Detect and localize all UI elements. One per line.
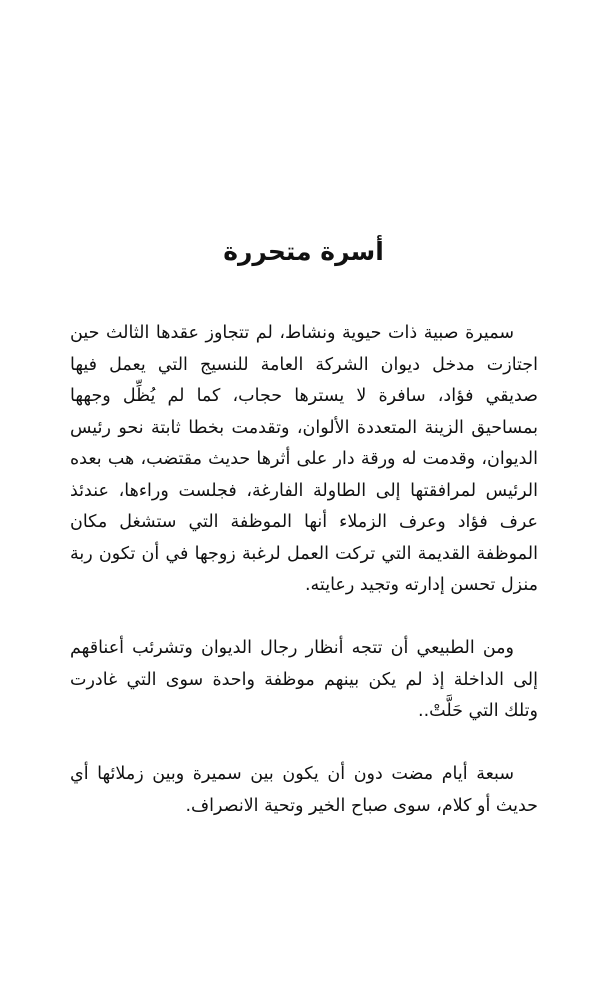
document-body	[70, 318, 538, 822]
paragraph: ومن الطبيعي أن تتجه أنظار رجال الديوان وتشرئب أعناقهم إلى الداخلة إذ لم يكن بينهم موظفة واحدة سوى التي غادرت وتلك التي حَلَّتْ..	[70, 638, 538, 721]
document-title: أسرة متحررة	[223, 237, 384, 266]
paragraph: سبعة أيام مضت دون أن يكون بين سميرة وبين زملائها أي حديث أو كلام، سوى صباح الخير وتحية الانصراف.	[70, 764, 538, 816]
paragraph: سميرة صبية ذات حيوية ونشاط، لم تتجاوز عقدها الثالث حين اجتازت مدخل ديوان الشركة العامة للنسيج التي يعمل فيها صديقي فؤاد، سافرة لا يسترها حجاب، كما لم يُظِّل وجهها بمساحيق الزينة المتعددة الألوان، وتقدمت بخطا ثابتة نحو رئيس الديوان، وقدمت له ورقة دار على أثرها حديث مقتضب، هب بعده الرئيس لمرافقتها إلى الطاولة الفارغة، فجلست وراءها، عندئذ عرف فؤاد وعرف الزملاء أنها الموظفة التي ستشغل مكان الموظفة القديمة التي تركت العمل لرغبة زوجها في أن تكون ربة منزل تحسن إدارته وتجيد رعايته.	[70, 323, 538, 595]
